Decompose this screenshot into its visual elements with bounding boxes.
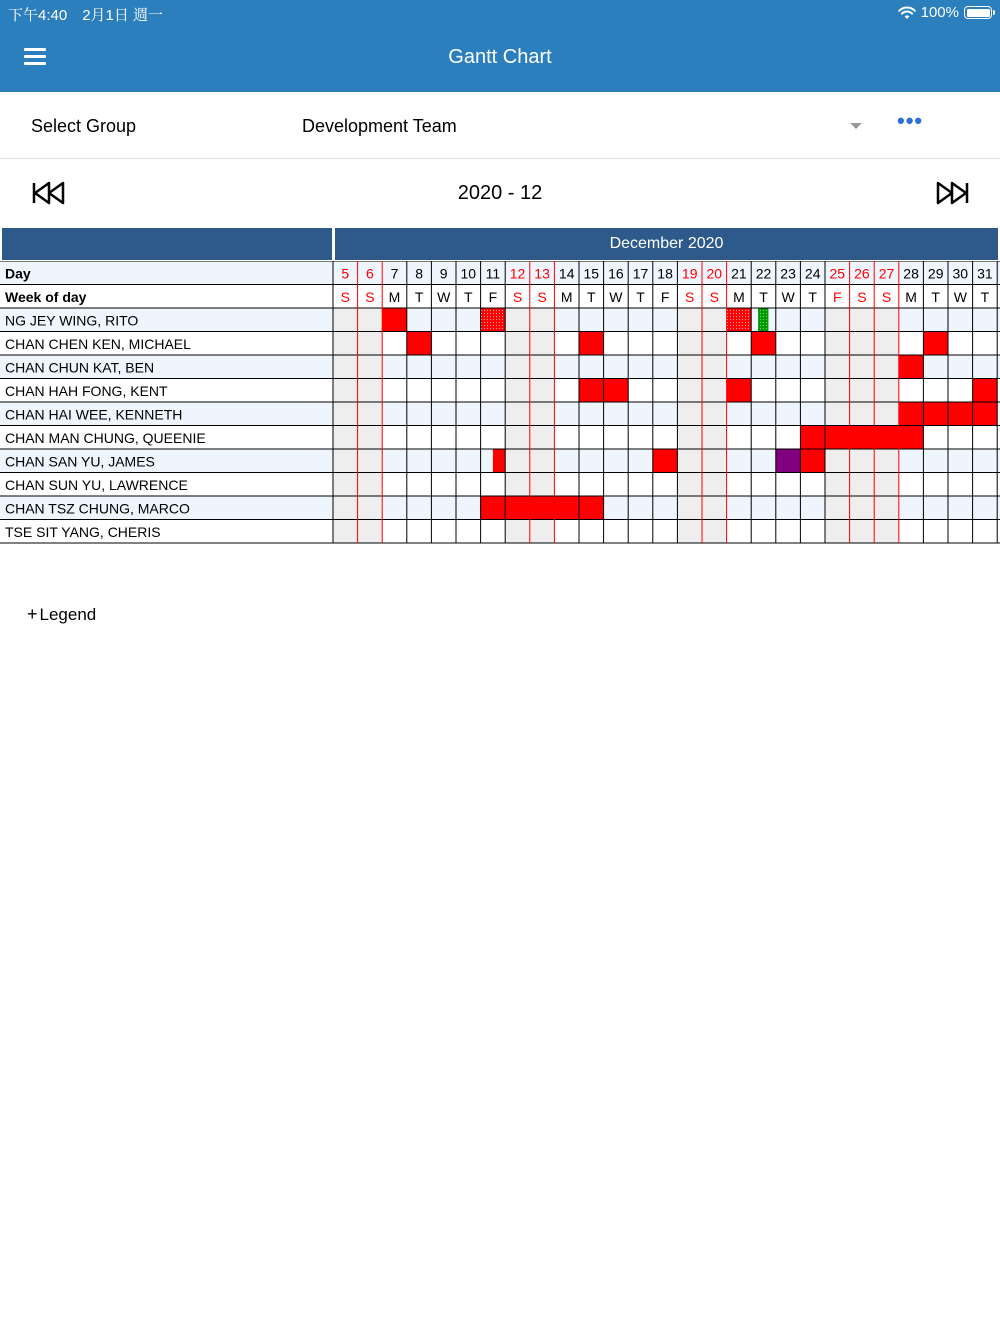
leave-mark [653, 449, 678, 473]
day-number: 7 [390, 265, 399, 282]
period-label: 2020 - 12 [457, 182, 543, 204]
leave-mark [973, 379, 998, 403]
day-number: 12 [509, 265, 526, 282]
weekday-letter: F [488, 289, 498, 305]
leave-mark [923, 332, 948, 356]
day-number: 24 [804, 265, 821, 282]
weekday-letter: S [881, 289, 892, 305]
leave-mark [579, 496, 604, 520]
group-select-label: Select Group [31, 116, 137, 136]
status-time: 下午4:40 2月1日 週一 [8, 7, 164, 24]
day-number: 18 [657, 265, 673, 282]
legend-toggle[interactable] [27, 604, 96, 625]
leave-mark [604, 379, 629, 403]
day-number: 16 [608, 265, 624, 282]
weekday-letter: T [980, 289, 990, 305]
leave-mark [493, 449, 505, 473]
employee-name: CHAN MAN CHUNG, QUEENIE [5, 430, 206, 446]
top-bar [0, 0, 1000, 92]
plus-icon: + [27, 604, 38, 624]
more-options-icon[interactable]: ••• [897, 108, 924, 133]
weekday-letter: T [759, 289, 768, 305]
leave-mark [899, 355, 924, 379]
leave-mark [758, 308, 768, 332]
weekday-letter: W [609, 289, 623, 305]
group-select-row[interactable] [0, 92, 1000, 159]
leave-mark [800, 426, 825, 450]
day-number: 22 [755, 265, 772, 282]
employee-name: TSE SIT YANG, CHERIS [5, 524, 161, 540]
weekday-letter: T [587, 289, 596, 305]
weekday-letter: M [560, 289, 573, 305]
employee-name: NG JEY WING, RITO [5, 312, 139, 329]
leave-mark [530, 496, 555, 520]
weekday-letter: T [464, 289, 473, 305]
day-number: 27 [878, 265, 895, 282]
day-number: 11 [485, 265, 501, 282]
day-number: 6 [366, 265, 374, 282]
day-number: 30 [952, 265, 969, 282]
leave-mark [579, 332, 604, 356]
weekday-letter: W [953, 289, 967, 305]
leave-mark [481, 308, 506, 332]
weekday-letter: T [931, 289, 940, 305]
status-indicators [898, 4, 992, 21]
group-select-value[interactable]: Development Team [302, 116, 457, 136]
wifi-icon [898, 6, 916, 20]
employee-name: CHAN HAH FONG, KENT [5, 383, 168, 399]
weekday-letter: S [857, 289, 867, 305]
leave-mark [825, 426, 850, 450]
day-number: 19 [681, 265, 698, 282]
gantt-header-left [2, 228, 332, 260]
employee-name: CHAN CHEN KEN, MICHAEL [5, 336, 191, 352]
weekday-letter: T [636, 289, 645, 305]
day-number: 13 [534, 265, 550, 282]
day-number: 14 [558, 265, 575, 282]
weekday-letter: S [365, 289, 375, 305]
leave-mark [874, 426, 899, 450]
leave-mark [800, 449, 825, 473]
leave-mark [899, 402, 924, 426]
battery-icon [964, 6, 992, 19]
leave-mark [382, 308, 407, 332]
day-number: 17 [632, 265, 649, 282]
leave-mark [407, 332, 432, 356]
weekday-letter: W [437, 289, 451, 305]
leave-mark [776, 449, 801, 473]
employee-name: CHAN SUN YU, LAWRENCE [5, 477, 188, 493]
weekday-letter: S [537, 289, 547, 305]
page-title: Gantt Chart [448, 46, 552, 68]
weekday-letter: M [905, 289, 917, 305]
day-number: 20 [706, 265, 723, 282]
leave-mark [579, 379, 604, 403]
leave-mark [727, 379, 752, 403]
day-number: 15 [583, 265, 600, 282]
weekday-letter: T [414, 289, 424, 305]
day-number: 21 [731, 265, 747, 282]
chevron-down-icon[interactable] [850, 123, 862, 129]
day-row-label: Day [5, 265, 31, 282]
day-number: 23 [780, 265, 796, 282]
weekday-letter: F [833, 289, 842, 305]
fast-forward-icon[interactable] [935, 181, 969, 205]
gantt-chart [0, 261, 1000, 547]
leave-mark [505, 496, 530, 520]
weekday-letter: S [340, 289, 350, 305]
weekday-letter: M [733, 289, 745, 305]
weekday-letter: S [709, 289, 719, 305]
legend-label: Legend [39, 605, 97, 624]
day-number: 9 [439, 265, 448, 282]
employee-name: CHAN TSZ CHUNG, MARCO [5, 500, 190, 517]
leave-mark [481, 496, 506, 520]
employee-name: CHAN HAI WEE, KENNETH [5, 406, 183, 423]
day-number: 8 [415, 265, 423, 282]
day-number: 5 [341, 265, 350, 282]
leave-mark [973, 402, 998, 426]
day-number: 10 [460, 265, 477, 282]
weekday-letter: F [660, 289, 670, 305]
leave-mark [923, 402, 948, 426]
leave-mark [554, 496, 579, 520]
weekday-letter: T [808, 289, 817, 305]
week-row-label: Week of day [5, 289, 87, 305]
day-number: 26 [854, 265, 870, 282]
weekday-letter: M [388, 289, 401, 305]
leave-mark [751, 332, 776, 356]
leave-mark [899, 426, 924, 450]
leave-mark [727, 308, 752, 332]
day-number: 31 [977, 265, 993, 282]
gantt-month-header: December 2020 [335, 228, 998, 260]
leave-mark [850, 426, 875, 450]
weekday-letter: S [685, 289, 695, 305]
battery-percent: 100% [920, 4, 959, 21]
weekday-letter: S [512, 289, 523, 305]
day-number: 28 [903, 265, 919, 282]
leave-mark [948, 402, 973, 426]
employee-name: CHAN SAN YU, JAMES [5, 453, 155, 470]
day-number: 29 [927, 265, 944, 282]
day-number: 25 [829, 265, 846, 282]
employee-name: CHAN CHUN KAT, BEN [5, 359, 155, 376]
weekday-letter: W [781, 289, 795, 305]
